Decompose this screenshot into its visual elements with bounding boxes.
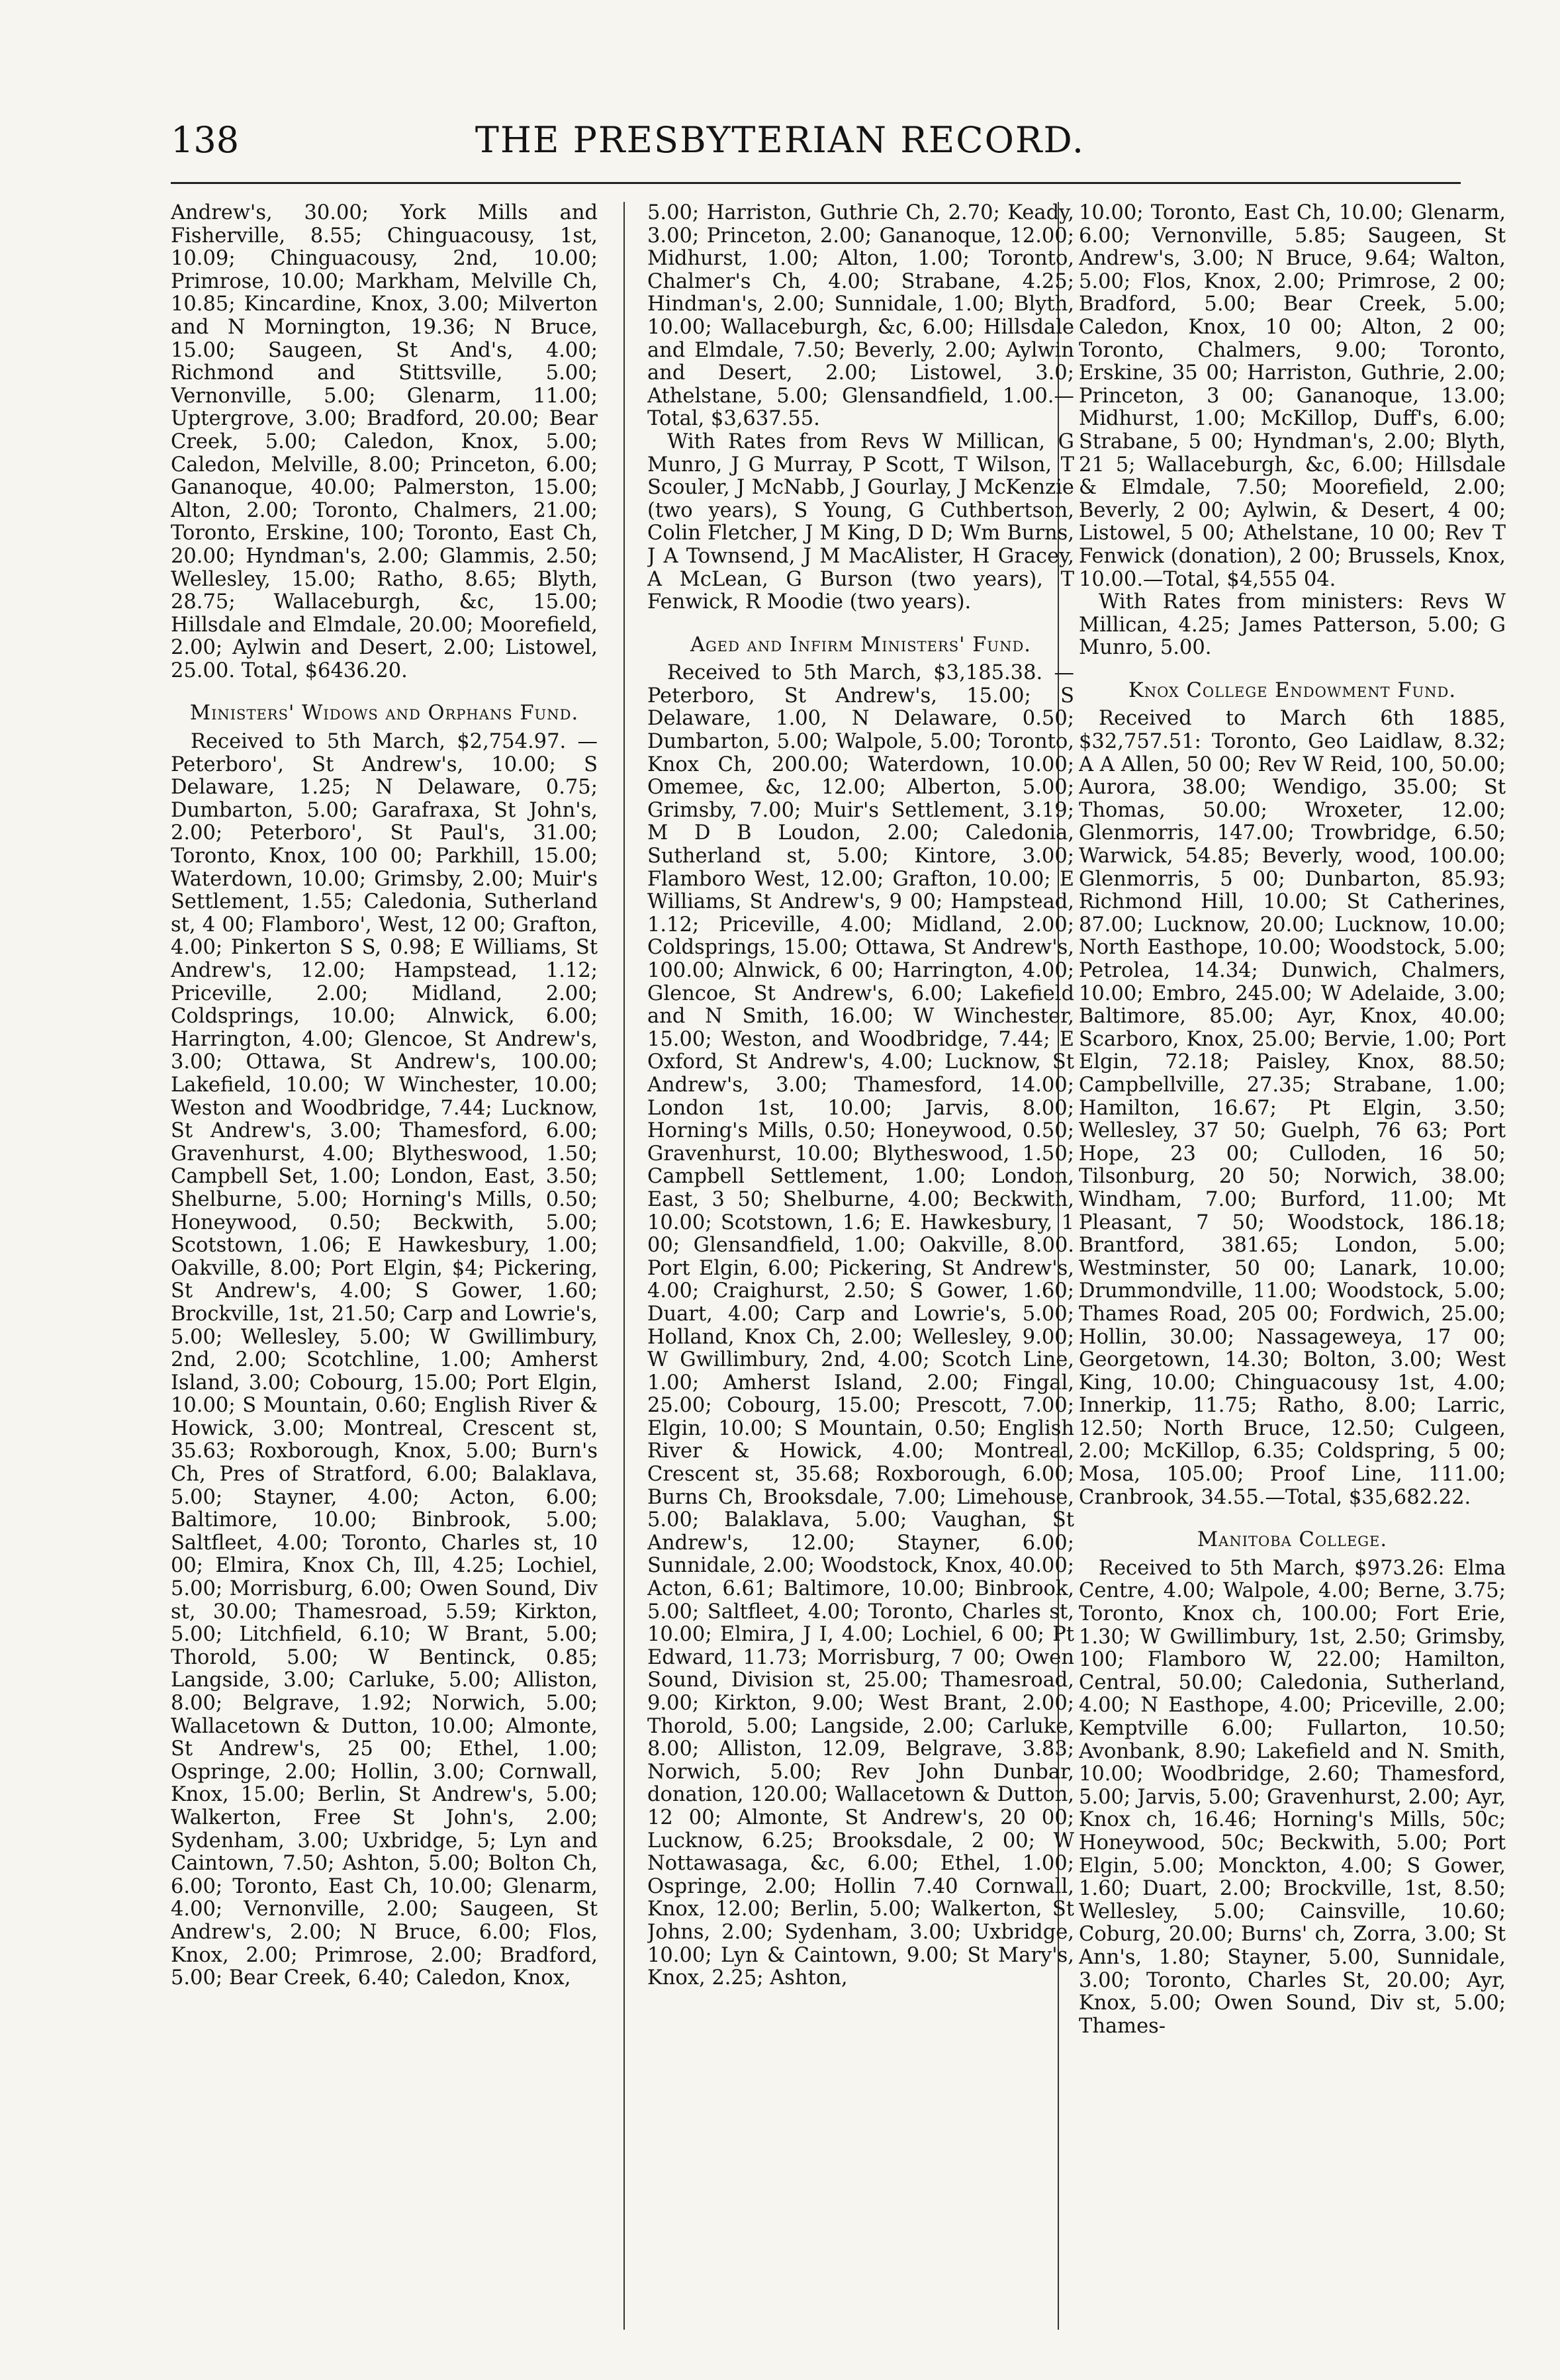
section-heading: Aged and Infirm Ministers' Fund. (690, 633, 1031, 657)
column-divider (623, 202, 625, 2330)
paragraph: 10.00; Toronto, East Ch, 10.00; Glenarm, 6.00; Vernonville, 5.85; Saugeen, St Andrew's, 3.00; N Bruce, 9.64; Walton, 5.00; Flos, Knox, 2.00; Primrose, 2 00; Bradford, 5.00; Bear Creek, 5.00; Caledon, Knox, 10 00; Alton, 2 00; Toronto, Chalmers, 9.00; Toronto, Erskine, 35 00; Harriston, Guthrie, 2.00; Princeton, 3 00; Gananoque, 13.00; Midhurst, 1.00; McKillop, Duff's, 6.00; Strabane, 5 00; Hyndman's, 2.00; Blyth, 21 5; Wallaceburgh, &c, 6.00; Hillsdale & Elmdale, 7.50; Moorefield, 2.00; Beverly, 2 00; Aylwin, & Desert, 4 00; Listowel, 5 00; Athelstane, 10 00; Rev T Fenwick (donation), 2 00; Brussels, Knox, 10.00.—Total, $4,555 04. (1079, 202, 1506, 591)
section-heading: Ministers' Widows and Orphans Fund. (189, 702, 579, 725)
aged-infirm-fund (647, 634, 1074, 1990)
paragraph: With Rates from ministers: Revs W Millican, 4.25; James Patterson, 5.00; G Munro, 5.00. (1079, 590, 1506, 660)
section-heading: Knox College Endowment Fund. (1128, 678, 1457, 702)
fund-list-continued (647, 202, 1074, 614)
paragraph: Andrew's, 30.00; York Mills and Fisherville, 8.55; Chinguacousy, 1st, 10.09; Chinguacousy, 2nd, 10.00; Primrose, 10.00; Markham, Melville Ch, 10.85; Kincardine, Knox, 3.00; Milverton and N Mornington, 19.36; N Bruce, 15.00; Saugeen, St And's, 4.00; Richmond and Stittsville, 5.00; Vernonville, 5.00; Glenarm, 11.00; Uptergrove, 3.00; Bradford, 20.00; Bear Creek, 5.00; Caledon, Knox, 5.00; Caledon, Melville, 8.00; Princeton, 6.00; Gananoque, 40.00; Palmerston, 15.00; Alton, 2.00; Toronto, Chalmers, 21.00; Toronto, Erskine, 100; Toronto, East Ch, 20.00; Hyndman's, 2.00; Glammis, 2.50; Wellesley, 15.00; Ratho, 8.65; Blyth, 28.75; Wallaceburgh, &c, 15.00; Hillsdale and Elmdale, 20.00; Moorefield, 2.00; Aylwin and Desert, 2.00; Listowel, 25.00. Total, $6436.20. (171, 202, 598, 682)
column-1 (171, 202, 598, 2340)
paragraph: With Rates from Revs W Millican, G Munro, J G Murray, P Scott, T Wilson, T Scouler, J McNabb, J Gourlay, J McKenzie (two years), S Young, G Cuthbertson, Colin Fletcher, J M King, D D; Wm Burns, J A Townsend, J M MacAlister, H Gracey, A McLean, G Burson (two years), T Fenwick, R Moodie (two years). (647, 430, 1074, 614)
fund-list-continued (171, 202, 598, 682)
page-number: 138 (171, 119, 240, 161)
column-3 (1079, 202, 1506, 2340)
section-heading: Manitoba College. (1197, 1528, 1388, 1552)
paragraph: 5.00; Harriston, Guthrie Ch, 2.70; Keady, 3.00; Princeton, 2.00; Gananoque, 12.00; Midhurst, 1.00; Alton, 1.00; Toronto, Chalmer's Ch, 4.00; Strabane, 4.25; Hindman's, 2.00; Sunnidale, 1.00; Blyth, 10.00; Wallaceburgh, &c, 6.00; Hillsdale and Elmdale, 7.50; Beverly, 2.00; Aylwin and Desert, 2.00; Listowel, 3.0; Athelstane, 5.00; Glensandfield, 1.00.—Total, $3,637.55. (647, 202, 1074, 431)
paragraph: Received to 5th March, $3,185.38. —Peterboro, St Andrew's, 15.00; S Delaware, 1.00, N Delaware, 0.50; Dumbarton, 5.00; Walpole, 5.00; Toronto, Knox Ch, 200.00; Waterdown, 10.00; Omemee, &c, 12.00; Alberton, 5.00; Grimsby, 7.00; Muir's Settlement, 3.19; M D B Loudon, 2.00; Caledonia, Sutherland st, 5.00; Kintore, 3.00; Flamboro West, 12.00; Grafton, 10.00; E Williams, St Andrew's, 9 00; Hampstead, 1.12; Priceville, 4.00; Midland, 2.00; Coldsprings, 15.00; Ottawa, St Andrew's, 100.00; Alnwick, 6 00; Harrington, 4.00; Glencoe, St Andrew's, 6.00; Lakefield and N Smith, 16.00; W Winchester, 15.00; Weston, and Woodbridge, 7.44; E Oxford, St Andrew's, 4.00; Lucknow, St Andrew's, 3.00; Thamesford, 14.00; London 1st, 10.00; Jarvis, 8.00; Horning's Mills, 0.50; Honeywood, 0.50; Gravenhurst, 10.00; Blytheswood, 1.50; Campbell Settlement, 1.00; London, East, 3 50; Shelburne, 4.00; Beckwith, 10.00; Scotstown, 1.6; E. Hawkesbury, 1 00; Glensandfield, 1.00; Oakville, 8.00. Port Elgin, 6.00; Pickering, St Andrew's, 4.00; Craighurst, 2.50; S Gower, 1.60; Duart, 4.00; Carp and Lowrie's, 5.00; Holland, Knox Ch, 2.00; Wellesley, 9.00; W Gwillimbury, 2nd, 4.00; Scotch Line, 1.00; Amherst Island, 2.00; Fingal, 25.00; Cobourg, 15.00; Prescott, 7.00; Elgin, 10.00; S Mountain, 0.50; English River & Howick, 4.00; Montreal, Crescent st, 35.68; Roxborough, 6.00; Burns Ch, Brooksdale, 7.00; Limehouse, 5.00; Balaklava, 5.00; Vaughan, St Andrew's, 12.00; Stayner, 6.00; Sunnidale, 2.00; Woodstock, Knox, 40.00; Acton, 6.61; Baltimore, 10.00; Binbrook, 5.00; Saltfleet, 4.00; Toronto, Charles st, 10.00; Elmira, J I, 4.00; Lochiel, 6 00; Pt Edward, 11.73; Morrisburg, 7 00; Owen Sound, Division st, 25.00; Thamesroad, 9.00; Kirkton, 9.00; West Brant, 2.00; Thorold, 5.00; Langside, 2.00; Carluke, 8.00; Alliston, 12.09, Belgrave, 3.83; Norwich, 5.00; Rev John Dunbar, donation, 120.00; Wallacetown & Dutton, 12 00; Almonte, St Andrew's, 20 00; Lucknow, 6.25; Brooksdale, 2 00; W Nottawasaga, &c, 6.00; Ethel, 1.00; Ospringe, 2.00; Hollin 7.40 Cornwall, Knox, 12.00; Berlin, 5.00; Walkerton, St Johns, 2.00; Sydenham, 3.00; Uxbridge, 10.00; Lyn & Caintown, 9.00; St Mary's, Knox, 2.25; Ashton, (647, 661, 1074, 1990)
fund-list-continued (1079, 202, 1506, 660)
knox-college-endowment (1079, 680, 1506, 1509)
header-rule (171, 182, 1461, 184)
running-title: THE PRESBYTERIAN RECORD. (475, 119, 1085, 161)
paragraph: Received to March 6th 1885, $32,757.51: Toronto, Geo Laidlaw, 8.32; A A Allen, 50 00; Rev W Reid, 100, 50.00; Aurora, 38.00; Wendigo, 35.00; St Thomas, 50.00; Wroxeter, 12.00; Glenmorris, 147.00; Trowbridge, 6.50; Warwick, 54.85; Beverly, wood, 100.00; Glenmorris, 5 00; Dunbarton, 85.93; Richmond Hill, 10.00; St Catherines, 87.00; Lucknow, 20.00; Lucknow, 10.00; North Easthope, 10.00; Woodstock, 5.00; Petrolea, 14.34; Dunwich, Chalmers, 10.00; Embro, 245.00; W Adelaide, 3.00; Baltimore, 85.00; Ayr, Knox, 40.00; Scarboro, Knox, 25.00; Bervie, 1.00; Port Elgin, 72.18; Paisley, Knox, 88.50; Campbellville, 27.35; Strabane, 1.00; Hamilton, 16.67; Pt Elgin, 3.50; Wellesley, 37 50; Guelph, 76 63; Port Hope, 23 00; Culloden, 16 50; Tilsonburg, 20 50; Norwich, 38.00; Windham, 7.00; Burford, 11.00; Mt Pleasant, 7 50; Woodstock, 186.18; Brantford, 381.65; London, 5.00; Westminster, 50 00; Lanark, 10.00; Drummondville, 11.00; Woodstock, 5.00; Thames Road, 205 00; Fordwich, 25.00; Hollin, 30.00; Nassageweya, 17 00; Georgetown, 14.30; Bolton, 3.00; West King, 10.00; Chinguacousy 1st, 4.00; Innerkip, 11.75; Ratho, 8.00; Larric, 12.50; North Bruce, 12.50; Culgeen, 2.00; McKillop, 6.35; Coldspring, 5 00; Mosa, 105.00; Proof Line, 111.00; Cranbrook, 34.55.—Total, $35,682.22. (1079, 707, 1506, 1509)
paragraph: Received to 5th March, $2,754.97. —Peterboro', St Andrew's, 10.00; S Delaware, 1.25; N Delaware, 0.75; Dumbarton, 5.00; Garafraxa, St John's, 2.00; Peterboro', St Paul's, 31.00; Toronto, Knox, 100 00; Parkhill, 15.00; Waterdown, 10.00; Grimsby, 2.00; Muir's Settlement, 1.55; Caledonia, Sutherland st, 4 00; Flamboro', West, 12 00; Grafton, 4.00; Pinkerton S S, 0.98; E Williams, St Andrew's, 12.00; Hampstead, 1.12; Priceville, 2.00; Midland, 2.00; Coldsprings, 10.00; Alnwick, 6.00; Harrington, 4.00; Glencoe, St Andrew's, 3.00; Ottawa, St Andrew's, 100.00; Lakefield, 10.00; W Winchester, 10.00; Weston and Woodbridge, 7.44; Lucknow, St Andrew's, 3.00; Thamesford, 6.00; Gravenhurst, 4.00; Blytheswood, 1.50; Campbell Set, 1.00; London, East, 3.50; Shelburne, 5.00; Horning's Mills, 0.50; Honeywood, 0.50; Beckwith, 5.00; Scotstown, 1.06; E Hawkesbury, 1.00; Oakville, 8.00; Port Elgin, $4; Pickering, St Andrew's, 4.00; S Gower, 1.60; Brockville, 1st, 21.50; Carp and Lowrie's, 5.00; Wellesley, 5.00; W Gwillimbury, 2nd, 2.00; Scotchline, 1.00; Amherst Island, 3.00; Cobourg, 15.00; Port Elgin, 10.00; S Mountain, 0.60; English River & Howick, 3.00; Montreal, Crescent st, 35.63; Roxborough, Knox, 5.00; Burn's Ch, Pres of Stratford, 6.00; Balaklava, 5.00; Stayner, 4.00; Acton, 6.00; Baltimore, 10.00; Binbrook, 5.00; Saltfleet, 4.00; Toronto, Charles st, 10 00; Elmira, Knox Ch, Ill, 4.25; Lochiel, 5.00; Morrisburg, 6.00; Owen Sound, Div st, 30.00; Thamesroad, 5.59; Kirkton, 5.00; Litchfield, 6.10; W Brant, 5.00; Thorold, 5.00; W Bentinck, 0.85; Langside, 3.00; Carluke, 5.00; Alliston, 8.00; Belgrave, 1.92; Norwich, 5.00; Wallacetown & Dutton, 10.00; Almonte, St Andrew's, 25 00; Ethel, 1.00; Ospringe, 2.00; Hollin, 3.00; Cornwall, Knox, 15.00; Berlin, St Andrew's, 5.00; Walkerton, Free St John's, 2.00; Sydenham, 3.00; Uxbridge, 5; Lyn and Caintown, 7.50; Ashton, 5.00; Bolton Ch, 6.00; Toronto, East Ch, 10.00; Glenarm, 4.00; Vernonville, 2.00; Saugeen, St Andrew's, 2.00; N Bruce, 6.00; Flos, Knox, 2.00; Primrose, 2.00; Bradford, 5.00; Bear Creek, 6.40; Caledon, Knox, (171, 730, 598, 1990)
paragraph: Received to 5th March, $973.26: Elma Centre, 4.00; Walpole, 4.00; Berne, 3.75; Toronto, Knox ch, 100.00; Fort Erie, 1.30; W Gwillimbury, 1st, 2.50; Grimsby, 100; Flamboro W, 22.00; Hamilton, Central, 50.00; Caledonia, Sutherland, 4.00; N Easthope, 4.00; Priceville, 2.00; Kemptville 6.00; Fullarton, 10.50; Avonbank, 8.90; Lakefield and N. Smith, 10.00; Woodbridge, 2.60; Thamesford, 5.00; Jarvis, 5.00; Gravenhurst, 2.00; Ayr, Knox ch, 16.46; Horning's Mills, 50c; Honeywood, 50c; Beckwith, 5.00; Port Elgin, 5.00; Monckton, 4.00; S Gower, 1.60; Duart, 2.00; Brockville, 1st, 8.50; Wellesley, 5.00; Cainsville, 10.60; Coburg, 20.00; Burns' ch, Zorra, 3.00; St Ann's, 1.80; Stayner, 5.00, Sunnidale, 3.00; Toronto, Charles St, 20.00; Ayr, Knox, 5.00; Owen Sound, Div st, 5.00; Thames- (1079, 1556, 1506, 2038)
widows-orphans-fund (171, 702, 598, 1990)
manitoba-college (1079, 1529, 1506, 2038)
column-2 (647, 202, 1074, 2340)
page-header (0, 113, 1560, 172)
